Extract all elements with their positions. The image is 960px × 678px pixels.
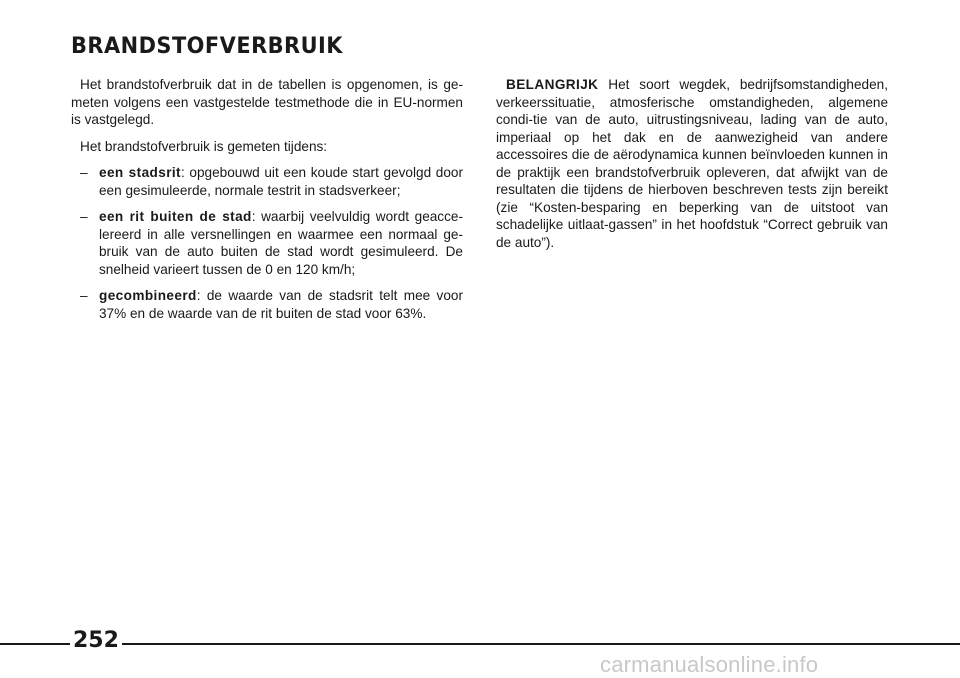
list-item-term: een rit buiten de stad — [99, 209, 252, 224]
list-dash: – — [80, 288, 88, 303]
list-item-text: : opgebouwd uit een koude start gevolgd door een gesimuleerde, normale testrit in stadsverkeer; — [99, 165, 463, 198]
page-title: BRANDSTOFVERBRUIK — [71, 34, 343, 59]
list-item-term: een stadsrit — [99, 165, 181, 180]
footer-rule-right — [122, 643, 960, 645]
list-item-combined — [71, 287, 463, 322]
left-column — [71, 76, 463, 331]
important-paragraph — [496, 76, 888, 251]
list-item-term: gecombineerd — [99, 288, 197, 303]
list-item-text: : de waarde van de stadsrit telt mee voor 37% en de waarde van de rit buiten de stad voor 63%. — [99, 288, 463, 321]
list-item-city — [71, 164, 463, 199]
page-number: 252 — [73, 628, 119, 653]
intro-paragraph: Het brandstofverbruik dat in de tabellen is opgenomen, is ge-meten volgens een vastgestelde testmethode die in EU-normen is vastgelegd. — [71, 77, 463, 127]
watermark-text: carmanualsonline.info — [600, 652, 819, 677]
list-item-text: : waarbij veelvuldig wordt geacce-lereerd in alle versnellingen en waarmee een normaal ge-bruik van de auto buiten de stad wordt gesimuleerd. De snelheid varieert tussen de 0 en 120 km/h; — [99, 209, 463, 277]
list-dash: – — [80, 165, 88, 180]
important-label: BELANGRIJK — [506, 77, 599, 92]
list-item-extra-urban — [71, 208, 463, 278]
measured-paragraph: Het brandstofverbruik is gemeten tijdens: — [80, 138, 328, 154]
list-dash: – — [80, 209, 88, 224]
important-text: Het soort wegdek, bedrijfsomstandigheden, verkeerssituatie, atmosferische omstandigheden, algemene condi-tie van de auto, uitrustingsniveau, lading van de auto, imperiaal op het dak en de aanwezigheid van andere accessoires die de aërodynamica kunnen beïnvloeden kunnen in de praktijk een brandstofverbruik opleveren, dat afwijkt van de resultaten die tijdens de hierboven beschreven tests zijn bereikt (zie “Kosten-besparing en beperking van de uitstoot van schadelijke uitlaat-gassen” in het hoofdstuk “Correct gebruik van de auto”). — [496, 77, 888, 250]
footer-rule-left — [0, 643, 70, 645]
right-column — [496, 76, 888, 251]
